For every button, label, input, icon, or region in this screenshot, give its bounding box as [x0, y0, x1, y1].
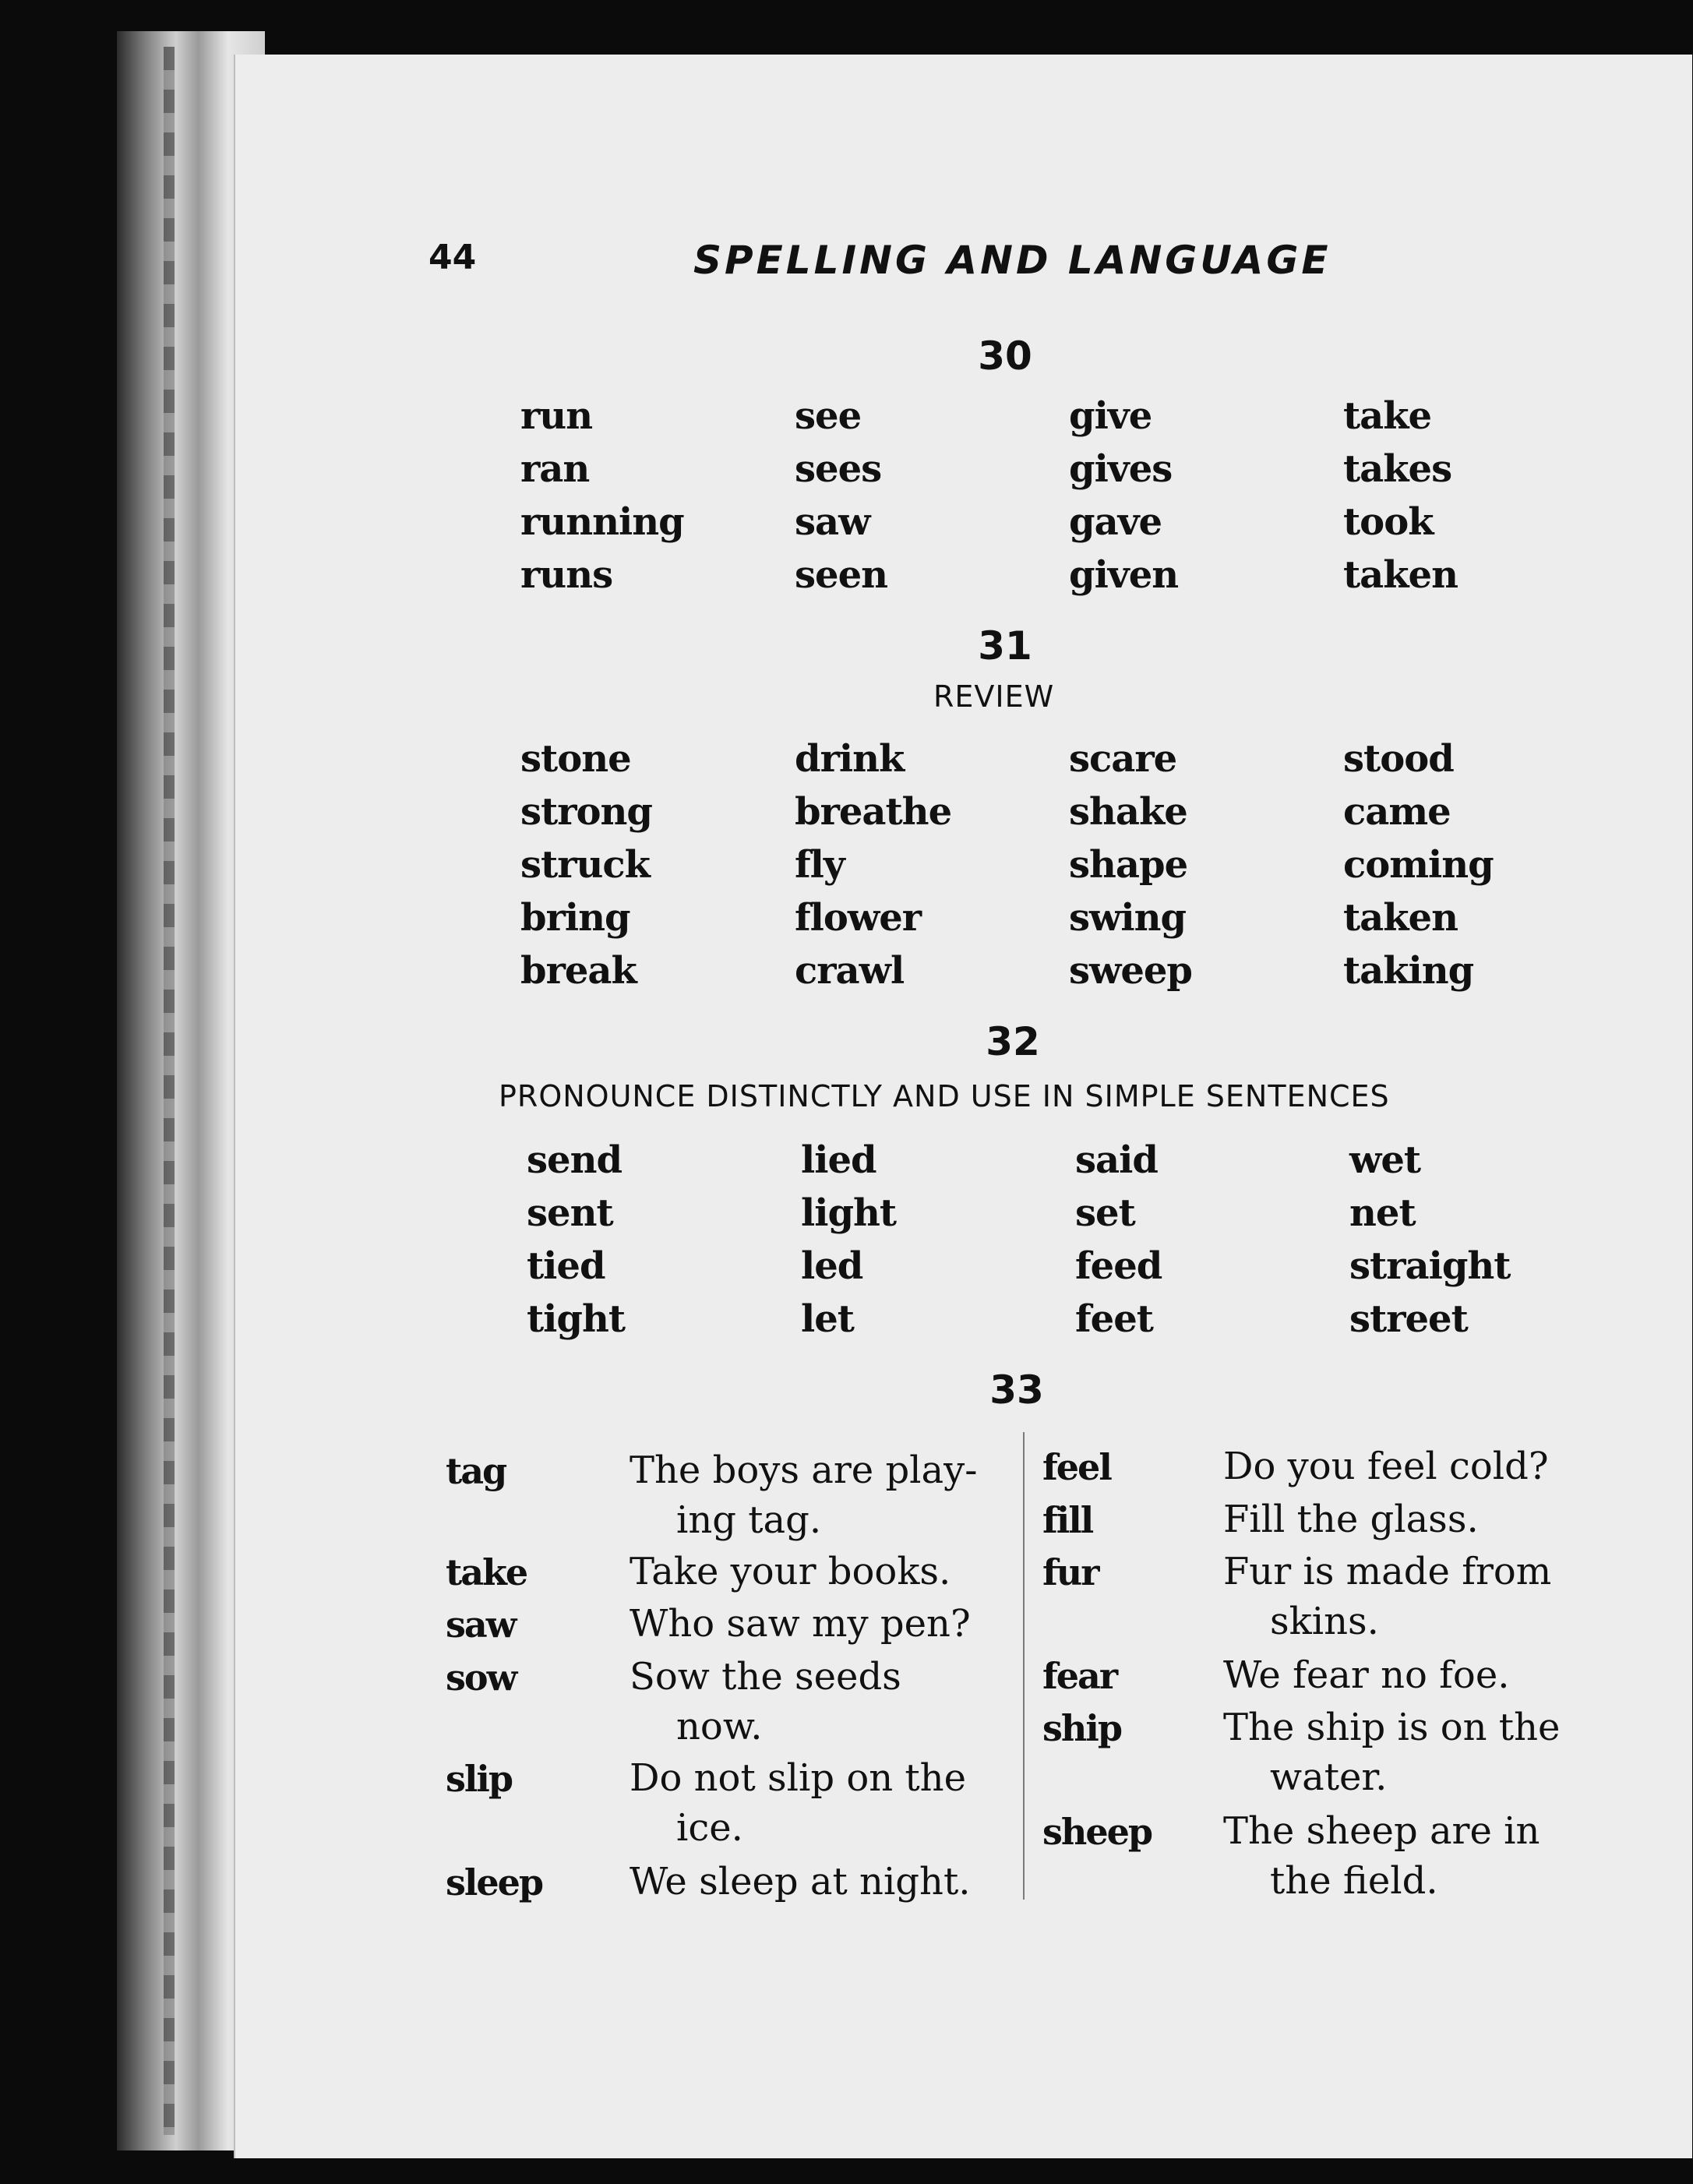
spelling-word: taken: [1343, 553, 1458, 597]
usage-word: sleep: [446, 1861, 543, 1904]
lesson-32-word-grid: [527, 1134, 1624, 1346]
spelling-word: run: [520, 394, 593, 438]
lesson-32-number: 32: [986, 1019, 1040, 1064]
lesson-31-heading: REVIEW: [933, 679, 1055, 714]
spelling-word: tight: [527, 1297, 626, 1341]
spelling-word: fly: [795, 843, 845, 887]
sentence-line: We sleep at night.: [630, 1860, 971, 1904]
usage-sentence: [1223, 1806, 1540, 1906]
spelling-word: shake: [1069, 790, 1187, 834]
spelling-word: coming: [1343, 843, 1494, 887]
word-column: [520, 732, 795, 997]
spelling-word: taken: [1343, 896, 1458, 940]
sentence-continuation: ice.: [676, 1806, 743, 1850]
spelling-word: give: [1069, 394, 1152, 438]
spelling-word: set: [1075, 1191, 1135, 1235]
page-number: 44: [429, 238, 477, 277]
word-column: [520, 390, 795, 602]
spelling-word: strong: [520, 790, 652, 834]
usage-word: slip: [446, 1758, 513, 1800]
word-column: [1075, 1134, 1349, 1346]
spelling-word: shape: [1069, 843, 1188, 887]
lesson-30-word-grid: [520, 390, 1617, 602]
spelling-word: runs: [520, 553, 613, 597]
sentence-line: Do you feel cold?: [1223, 1445, 1549, 1488]
word-column: [1069, 732, 1343, 997]
spelling-word: struck: [520, 843, 650, 887]
usage-word: fill: [1042, 1499, 1093, 1541]
spelling-word: said: [1075, 1138, 1158, 1182]
spelling-word: saw: [795, 500, 870, 544]
spelling-word: seen: [795, 553, 887, 597]
spelling-word: ran: [520, 447, 590, 491]
sentence-continuation: water.: [1270, 1755, 1388, 1799]
word-column: [801, 1134, 1075, 1346]
word-column: [795, 732, 1069, 997]
word-column: [527, 1134, 801, 1346]
usage-sentence: [630, 1652, 901, 1752]
spelling-word: gives: [1069, 447, 1173, 491]
sentence-continuation: now.: [676, 1705, 763, 1748]
usage-word: feel: [1042, 1446, 1111, 1488]
binding-edge: [164, 47, 175, 2135]
usage-word: ship: [1042, 1707, 1121, 1749]
usage-word: tag: [446, 1450, 506, 1492]
spelling-word: sweep: [1069, 949, 1192, 993]
spelling-word: crawl: [795, 949, 905, 993]
spelling-word: breathe: [795, 790, 952, 834]
spelling-word: send: [527, 1138, 623, 1182]
spelling-word: taking: [1343, 949, 1474, 993]
sentence-line: The boys are play-: [630, 1448, 978, 1492]
spelling-word: given: [1069, 553, 1179, 597]
lesson-33-number: 33: [989, 1367, 1044, 1413]
spelling-word: running: [520, 500, 684, 544]
spelling-word: wet: [1349, 1138, 1421, 1182]
spelling-word: swing: [1069, 896, 1187, 940]
column-divider: [1023, 1432, 1025, 1900]
sentence-line: Fill the glass.: [1223, 1498, 1479, 1541]
spelling-word: gave: [1069, 500, 1162, 544]
page-header: [429, 238, 1363, 300]
spelling-word: see: [795, 394, 862, 438]
usage-word: take: [446, 1551, 527, 1593]
word-column: [1343, 390, 1617, 602]
word-column: [795, 390, 1069, 602]
sentence-line: The sheep are in: [1223, 1809, 1540, 1853]
word-column: [1343, 732, 1617, 997]
spelling-word: break: [520, 949, 637, 993]
word-column: [1349, 1134, 1624, 1346]
sentence-line: We fear no foe.: [1223, 1653, 1510, 1697]
spelling-word: feed: [1075, 1244, 1162, 1288]
usage-sentence: [1223, 1547, 1551, 1646]
usage-word: sheep: [1042, 1811, 1152, 1853]
spelling-word: stone: [520, 737, 631, 781]
spelling-word: light: [801, 1191, 897, 1235]
lesson-31-word-grid: [520, 732, 1617, 997]
spelling-word: sees: [795, 447, 882, 491]
sentence-continuation: the field.: [1270, 1859, 1438, 1903]
sentence-line: Sow the seeds: [630, 1655, 901, 1699]
spelling-word: flower: [795, 896, 922, 940]
usage-sentence: [630, 1445, 977, 1545]
spelling-word: net: [1349, 1191, 1416, 1235]
spelling-word: drink: [795, 737, 905, 781]
spelling-word: takes: [1343, 447, 1452, 491]
spelling-word: came: [1343, 790, 1451, 834]
sentence-line: Take your books.: [630, 1550, 951, 1593]
usage-sentence: [630, 1753, 966, 1853]
spelling-word: stood: [1343, 737, 1454, 781]
lesson-31-number: 31: [978, 623, 1032, 669]
sentence-line: The ship is on the: [1223, 1706, 1561, 1749]
spelling-word: took: [1343, 500, 1434, 544]
running-head: SPELLING AND LANGUAGE: [693, 238, 1331, 283]
sentence-line: Fur is made from: [1223, 1550, 1552, 1593]
sentence-continuation: skins.: [1270, 1600, 1379, 1643]
usage-word: saw: [446, 1604, 516, 1646]
sentence-continuation: ing tag.: [676, 1498, 822, 1542]
lesson-30-number: 30: [978, 333, 1032, 379]
usage-word: fur: [1042, 1551, 1099, 1593]
lesson-32-heading: PRONOUNCE DISTINCTLY AND USE IN SIMPLE SENTENCES: [499, 1079, 1390, 1113]
sentence-line: Do not slip on the: [630, 1756, 966, 1800]
spelling-word: scare: [1069, 737, 1177, 781]
spelling-word: sent: [527, 1191, 613, 1235]
spelling-word: lied: [801, 1138, 876, 1182]
usage-sentence: [1223, 1441, 1549, 1491]
spelling-word: let: [801, 1297, 854, 1341]
spelling-word: tied: [527, 1244, 605, 1288]
spelling-word: straight: [1349, 1244, 1511, 1288]
spelling-word: led: [801, 1244, 863, 1288]
sentence-line: Who saw my pen?: [630, 1602, 971, 1646]
usage-sentence: [630, 1599, 971, 1649]
usage-sentence: [630, 1547, 951, 1597]
spelling-word: feet: [1075, 1297, 1153, 1341]
usage-sentence: [1223, 1702, 1560, 1802]
usage-word: sow: [446, 1657, 517, 1699]
usage-sentence: [630, 1857, 970, 1907]
spelling-word: street: [1349, 1297, 1468, 1341]
usage-word: fear: [1042, 1655, 1117, 1697]
usage-sentence: [1223, 1494, 1479, 1544]
word-column: [1069, 390, 1343, 602]
spelling-word: bring: [520, 896, 630, 940]
spelling-word: take: [1343, 394, 1432, 438]
usage-sentence: [1223, 1650, 1509, 1700]
